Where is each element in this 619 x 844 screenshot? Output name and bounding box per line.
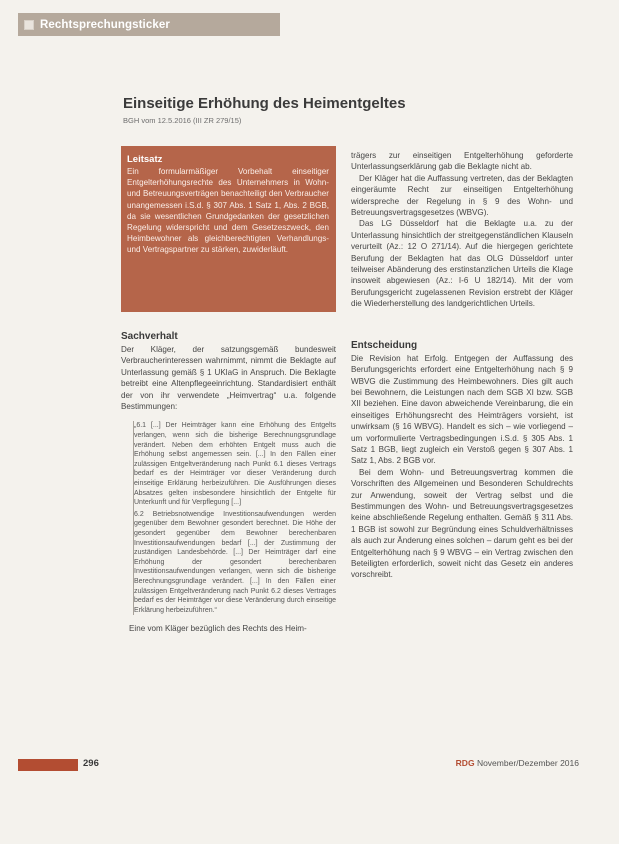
page-number: 296 — [83, 758, 99, 769]
sachverhalt-continuation: Eine vom Kläger bezüglich des Rechts des Heim- — [129, 624, 307, 634]
right-paragraph-3: Das LG Düsseldorf hat die Beklagte u.a. zu der Unterlassung hinsichtlich der streitgegenständlichen Klauseln verurteilt (Az.: 12 O 271/14). Auf die hiergegen gerichtete Berufung der Beklagten hat das OLG Düsseldorf unter teilweiser Abänderung des erstinstanzlichen Urteils die Klage insoweit abgewiesen (Az.: I-6 U 182/14). Mit der vom Berufungsgericht zugelassenen Revision erstrebt der Kläger die Wiederherstellung des landgerichtlichen Urteils. — [351, 219, 573, 309]
page-number-bar — [18, 759, 78, 771]
left-column — [121, 331, 336, 635]
article-title: Einseitige Erhöhung des Heimentgeltes — [123, 95, 406, 112]
square-icon — [24, 20, 34, 30]
right-paragraph-1: trägers zur einseitigen Entgelterhöhung geforderte Unterlassungserklärung gab die Beklagte nicht ab. — [351, 151, 573, 172]
quote-paragraph-1: „6.1 [...] Der Heimträger kann eine Erhöhung des Entgelts verlangen, wenn sich die bisherige Berechnungsgrundlage verändert. Neben dem erhöhten Entgelt muss auch die Erhöhung selbst angemessen sein. [...] In den Fällen einer zulässigen Entgeltveränderung nach Punkt 6.1 dieses Vertrags bedarf es der Heimträger vor dieser Veränderung durch einseitige Erklärung herbeizuführen. Die Ausführungen dieses Absatzes gelten insbesondere hinsichtlich der Entgelte für Unterkunft und für Verpflegung [...] — [134, 422, 336, 507]
leitsatz-box — [121, 146, 336, 312]
sachverhalt-heading: Sachverhalt — [121, 331, 178, 342]
right-column — [351, 150, 573, 581]
article-citation: BGH vom 12.5.2016 (III ZR 279/15) — [123, 116, 242, 125]
leitsatz-heading: Leitsatz — [127, 154, 163, 165]
entscheidung-paragraph-2: Bei dem Wohn- und Betreuungsvertrag kommen die Vorschriften des Allgemeinen und Besonderen Schuldrechts zur Anwendung, soweit der Vertrag selbst und die Bestimmungen des Wohn- und Betreuungsvertragsgesetzes keine abschließende Regelung enthalten. Gemäß § 311 Abs. 1 BGB ist sowohl zur Begründung eines Schuldverhältnisses als auch zur Änderung eines solchen – darum geht es bei der Entgelterhöhung nach § 9 WBVG – ein Vertrag zwischen den Beteiligten erforderlich, soweit nicht das Gesetz ein anderes vorschreibt. — [351, 467, 573, 580]
quote-paragraph-2: 6.2 Betriebsnotwendige Investitionsaufwendungen werden gegenüber dem Bewohner gesondert berechnet. Die Höhe der gesondert gegenüber dem Bewohner berechenbaren Investitionsaufwendungen bedarf [...] der Zustimmung der zuständigen Landesbehörde. [...] Der Heimträger darf eine Erhöhung der gesondert berechenbaren Investitionsaufwendungen verlangen, wenn sich die bisherige Berechnungsgrundlage verändert. [...] In den Fällen einer zulässigen Entgeltveränderung nach Punkt 6.2 dieses Vertrages bedarf es der Heimträger vor diese Veränderung durch einseitige Erklärung herbeizuführen.“ — [134, 510, 336, 614]
issue-date: November/Dezember 2016 — [476, 758, 579, 768]
leitsatz-text: Ein formularmäßiger Vorbehalt einseitiger Entgelterhöhungsrechte des Unternehmers in Wohn- und Betreuungsverträgen benachteiligt den Verbraucher unangemessen i.S.d. § 307 Abs. 1 Satz 1, Abs. 2 BGB, da sie wesentlichen Grundgedanken der gesetzlichen Regelung widerspricht und dem Gesetzeszweck, den Heimbewohner als gleichberechtigten Verhandlungs- und Vertragspartner zu stärken, zuwiderläuft. — [127, 167, 329, 255]
footer-issue — [456, 758, 579, 768]
section-header-bar — [18, 13, 280, 36]
journal-brand: RDG — [455, 758, 475, 768]
entscheidung-paragraph-1: Die Revision hat Erfolg. Entgegen der Auffassung des Berufungsgerichts erfordert eine Entgelterhöhung nach § 9 WBVG die Zustimmung des Heimbewohners. Dies gilt auch bei Bewohnern, die Leistungen nach dem SGB XI bzw. SGB XII beziehen. Eine davon abweichende Vereinbarung, die ein einseitiges Erhöhungsrecht des Heimträgers vorsieht, ist unwirksam (§ 16 WBVG). Handelt es sich – wie vorliegend – um vorformulierte Vertragsbedingungen i.S.d. § 305 Abs. 1 Satz 1 BGB, liegt zugleich ein Verstoß gegen § 307 Abs. 1 Satz 1, Abs. 2 BGB vor. — [351, 353, 573, 466]
section-header-label: Rechtsprechungsticker — [40, 18, 170, 31]
entscheidung-heading: Entscheidung — [351, 339, 418, 351]
contract-quote — [133, 421, 336, 615]
sachverhalt-text: Der Kläger, der satzungsgemäß bundesweit Verbraucherinteressen wahrnimmt, nimmt die Beklagte auf Unterlassung gemäß § 1 UKlaG in Anspruch. Die Beklagte betreibt eine Altenpflegeeinrichtung. Standardisiert enthält der von ihr verwendete „Heimvertrag“ u.a. folgende Bestimmungen: — [121, 345, 336, 412]
right-paragraph-2: Der Kläger hat die Auffassung vertreten, das der Beklagten eingeräumte Recht zur einseitigen Entgelterhöhung widerspreche der Regelung in § 9 des Wohn- und Betreuungsvertragsgesetzes (WBVG). — [351, 173, 573, 218]
